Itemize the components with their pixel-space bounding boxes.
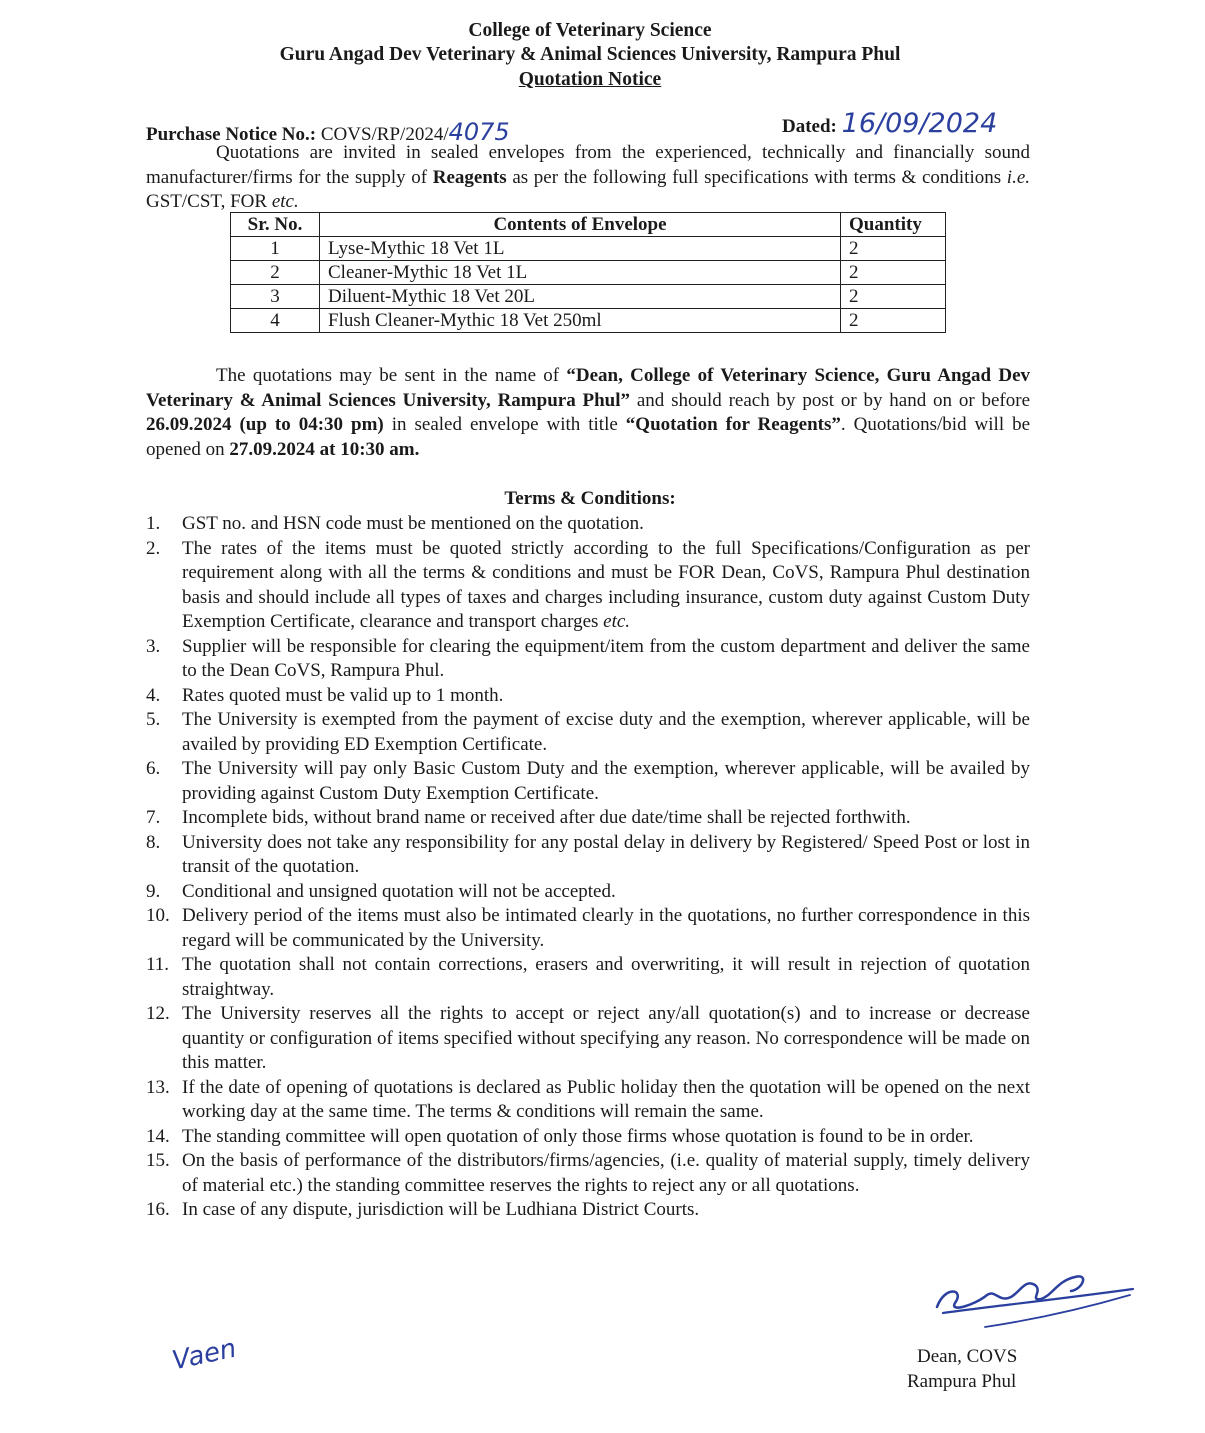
handwritten-initials: Vaen [169,1333,239,1377]
term-text: The University reserves all the rights to accept or reject any/all quotation(s) and to increase or decrease quantity or configuration of items specified without specifying any reason. No correspondence will be made on this matter. [182,1003,1030,1073]
term-item [146,1149,1030,1198]
col-quantity: Quantity [841,213,946,237]
term-item [146,512,1030,537]
term-text: The University will pay only Basic Custom Duty and the exemption, wherever applicable, will be availed by providing against Custom Duty Exemption Certificate. [182,758,1030,804]
term-item [146,1076,1030,1125]
purchase-notice-number: COVS/RP/2024/ [320,124,449,145]
quantity-cell: 2 [841,261,946,285]
terms-title: Terms & Conditions: [504,488,676,509]
quantity-cell: 2 [841,237,946,261]
term-number: 14. [146,1125,170,1147]
quantity-cell: 2 [841,309,946,333]
dated-label: Dated: [782,116,837,137]
term-text: If the date of opening of quotations is declared as Public holiday then the quotation will be opened on the next working day at the same time. The terms & conditions will remain the same. [182,1076,1030,1122]
term-number: 8. [146,831,161,853]
dated [782,108,997,139]
table-row [231,237,946,261]
term-text: Rates quoted must be valid up to 1 month. [182,684,504,706]
university-name: Guru Angad Dev Veterinary & Animal Sciences University, Rampura Phul [279,44,901,65]
signatory-block [907,1344,1018,1394]
contents-cell: Diluent-Mythic 18 Vet 20L [320,285,841,309]
contents-cell: Cleaner-Mythic 18 Vet 1L [320,261,841,285]
term-item [146,757,1030,806]
term-number: 7. [146,807,161,828]
term-text: GST no. and HSN code must be mentioned on the quotation. [182,513,644,534]
intro-text-3: GST/CST, FOR [146,191,268,212]
submission-text-4: . Quotations/bid will be opened on [146,414,1031,460]
table-row [231,309,946,333]
term-text: On the basis of performance of the distributors/firms/agencies, (i.e. quality of material supply, timely delivery of material etc.) the standing committee reserves the rights to reject any or all quotations. [182,1150,1030,1196]
submission-title: “Quotation for Reagents” [625,414,841,435]
submission-addressee: “Dean, College of Veterinary Science, Guru Angad Dev Veterinary & Animal Sciences University, Rampura Phul” [146,365,1031,411]
submission-deadline: 26.09.2024 (up to 04:30 pm) [146,414,384,435]
quantity-cell: 2 [841,285,946,309]
term-item [146,1002,1030,1076]
table-row [231,261,946,285]
signatory-place: Rampura Phul [907,1371,1017,1392]
submission-opening: 27.09.2024 at 10:30 am. [229,438,420,460]
term-item [146,1125,1030,1150]
table-header-row [231,213,946,237]
term-text: Delivery period of the items must also be intimated clearly in the quotations, no further correspondence in this regard will be communicated by the University. [182,905,1030,951]
term-item [146,880,1030,905]
sr-no-cell: 3 [231,285,320,309]
term-number: 3. [146,635,161,657]
submission-text-3: in sealed envelope with title [391,414,618,435]
sr-no-cell: 2 [231,261,320,285]
intro-ie: i.e. [1006,166,1031,188]
intro-etc: etc. [271,191,299,212]
term-text: The rates of the items must be quoted strictly according to the full Specifications/Configuration as per requirement along with all the terms & conditions and must be FOR Dean, CoVS, Rampura Phul destination basis and should include all types of taxes and charges including insurance, custom duty against Custom Duty Exemption Certificate, clearance and transport charges [182,537,1030,632]
term-item [146,537,1030,635]
table-row [231,285,946,309]
college-name: College of Veterinary Science [468,20,712,41]
col-sr-no: Sr. No. [231,213,320,237]
signature-image [925,1255,1140,1340]
notice-title: Quotation Notice [518,69,662,90]
term-item [146,1198,1030,1223]
submission-text: The quotations may be sent in the name of [216,365,560,386]
term-number: 4. [146,684,161,706]
term-text: Conditional and unsigned quotation will not be accepted. [182,880,616,902]
term-item [146,904,1030,953]
term-number: 1. [146,513,161,534]
dated-handwritten: 16/09/2024 [841,108,998,139]
term-text: The University is exempted from the payment of excise duty and the exemption, wherever applicable, will be availed by providing ED Exemption Certificate. [182,709,1030,755]
term-number: 11. [146,954,170,975]
term-number: 9. [146,880,161,902]
term-item [146,684,1030,709]
purchase-notice-handwritten-number: 4075 [448,118,510,146]
contents-cell: Lyse-Mythic 18 Vet 1L [320,237,841,261]
term-item [146,708,1030,757]
term-item [146,635,1030,684]
signatory-designation: Dean, COVS [917,1346,1018,1367]
term-number: 13. [146,1076,170,1098]
term-item [146,806,1030,831]
contents-cell: Flush Cleaner-Mythic 18 Vet 250ml [320,309,841,333]
intro-paragraph [146,141,1030,215]
intro-item: Reagents [432,166,507,188]
term-number: 16. [146,1199,170,1220]
items-table [230,212,946,333]
submission-text-2: and should reach by post or by hand on or before [636,389,1031,411]
intro-text: Quotations are invited in sealed envelopes from the experienced, technically and financially sound manufacturer/firms for the supply of [146,142,1030,188]
term-text: The standing committee will open quotation of only those firms whose quotation is found to be in order. [182,1125,974,1147]
intro-text-2: as per the following full specifications with terms & conditions [512,166,1002,188]
term-text-italic: etc. [603,611,631,632]
col-contents: Contents of Envelope [320,213,841,237]
terms-list [146,512,1030,1223]
term-text: Supplier will be responsible for clearing the equipment/item from the custom department and deliver the same to the Dean CoVS, Rampura Phul. [182,635,1030,681]
term-text: Incomplete bids, without brand name or received after due date/time shall be rejected forthwith. [182,807,911,828]
sr-no-cell: 1 [231,237,320,261]
term-number: 5. [146,709,161,730]
sr-no-cell: 4 [231,309,320,333]
term-number: 2. [146,537,161,559]
term-text: In case of any dispute, jurisdiction will be Ludhiana District Courts. [182,1199,700,1220]
term-text: University does not take any responsibility for any postal delay in delivery by Registered/ Speed Post or lost in transit of the quotation. [182,831,1030,877]
term-item [146,831,1030,880]
term-number: 6. [146,758,161,779]
term-number: 15. [146,1150,170,1171]
term-number: 10. [146,905,170,926]
term-item [146,953,1030,1002]
purchase-notice-label: Purchase Notice No.: [146,124,317,145]
term-text: The quotation shall not contain corrections, erasers and overwriting, it will result in rejection of quotation straightway. [182,954,1030,1000]
submission-paragraph [146,364,1030,462]
term-number: 12. [146,1003,170,1024]
